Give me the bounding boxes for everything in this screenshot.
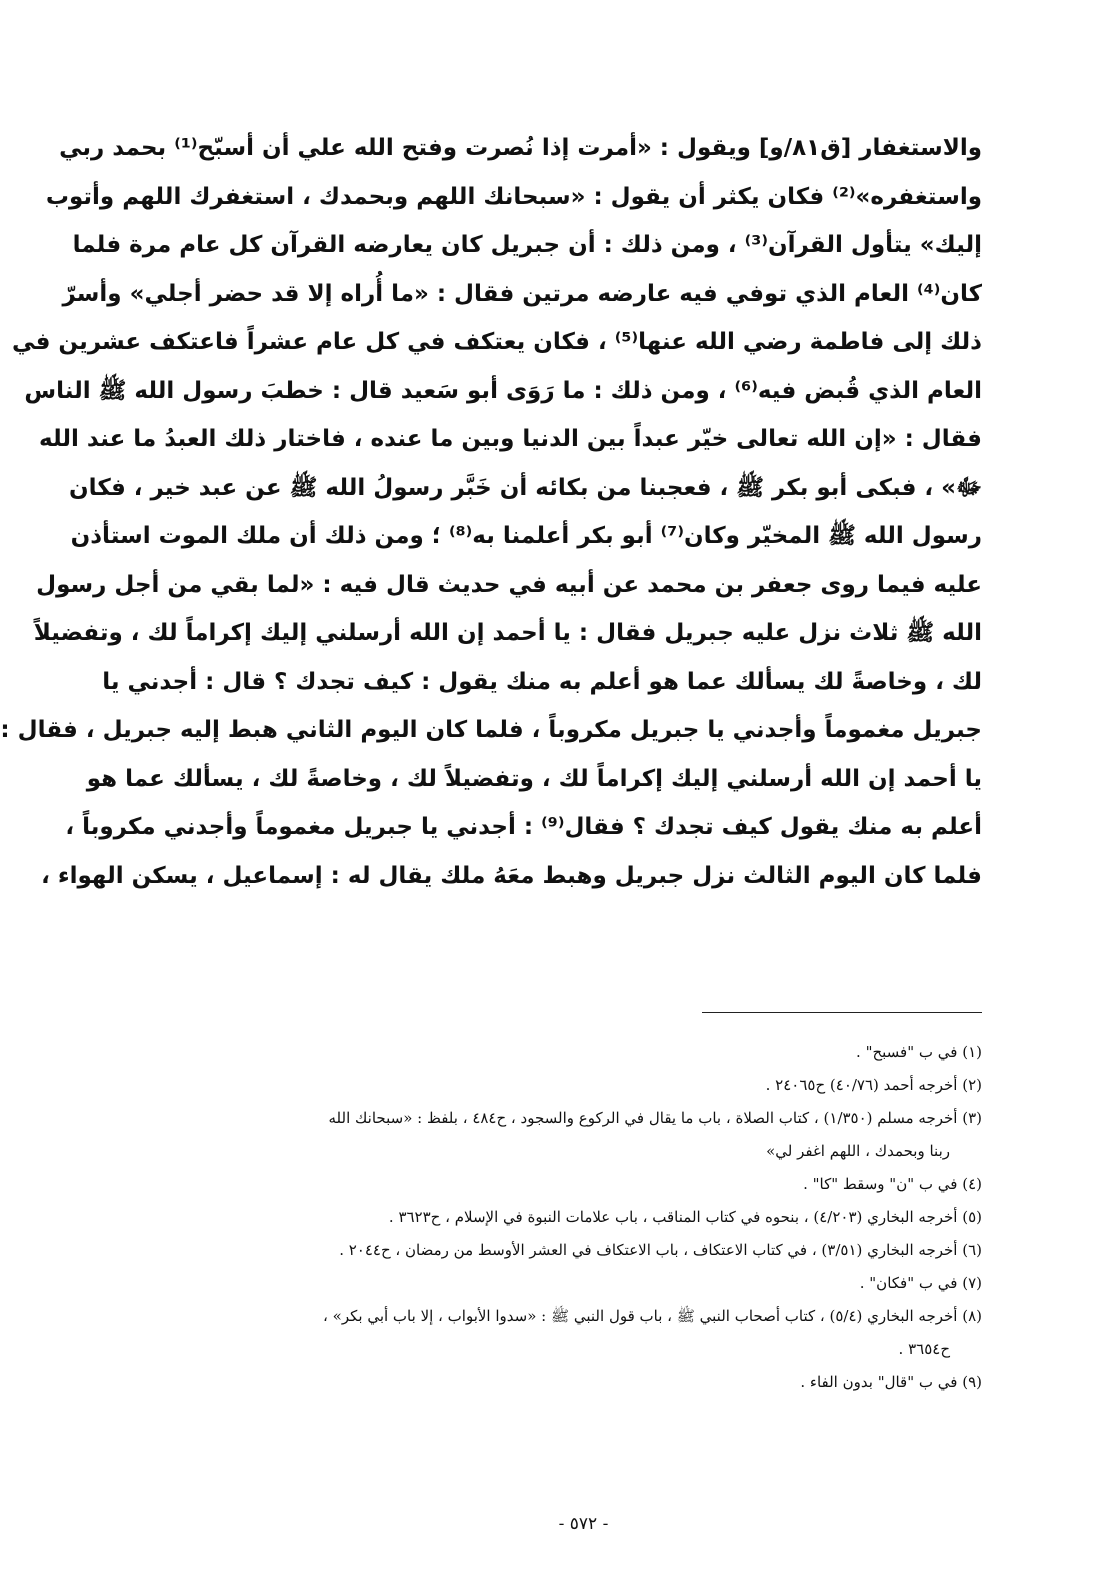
text-line: فلما كان اليوم الثالث نزل جبريل وهبط معَهُ ملك يقال له : إسماعيل ، يسكن الهواء ، — [41, 862, 982, 889]
footnote: (٨) أخرجه البخاري (٥/٤) ، كتاب أصحاب النبي ﷺ ، باب قول النبي ﷺ : «سدوا الأبواب ، إلا باب أبي بكر» ، — [323, 1307, 982, 1325]
footnote-separator — [702, 1012, 982, 1013]
text-line: رسول الله ﷺ المخيّر وكان⁽⁷⁾ أبو بكر أعلمنا به⁽⁸⁾ ؛ ومن ذلك أن ملك الموت استأذن — [70, 523, 982, 549]
text-line: إليك» يتأول القرآن⁽³⁾ ، ومن ذلك : أن جبريل كان يعارضه القرآن كل عام مرة فلما — [72, 232, 982, 258]
footnote-continuation: ح٣٦٥٤ . — [898, 1340, 950, 1358]
footnote: (٧) في ب "فكان" . — [859, 1274, 982, 1292]
text-line: ﷻ» ، فبكى أبو بكر ﷺ ، فعجبنا من بكائه أن خَبَّر رسولُ الله ﷺ عن عبد خير ، فكان — [69, 474, 982, 501]
footnote: (٥) أخرجه البخاري (٤/٢٠٣) ، بنحوه في كتاب المناقب ، باب علامات النبوة في الإسلام ، ح٣٦٢٣ . — [388, 1208, 982, 1226]
footnote: (٦) أخرجه البخاري (٣/٥١) ، في كتاب الاعتكاف ، باب الاعتكاف في العشر الأوسط من رمضان ، ح٢٠٤٤ . — [339, 1241, 982, 1259]
text-line: كان⁽⁴⁾ العام الذي توفي فيه عارضه مرتين فقال : «ما أُراه إلا قد حضر أجلي» وأسرّ — [62, 280, 982, 307]
footnote-continuation: ربنا وبحمدك ، اللهم اغفر لي» — [766, 1142, 950, 1160]
footnote: (١) في ب "فسبح" . — [856, 1043, 982, 1061]
text-line: لك ، وخاصةً لك يسألك عما هو أعلم به منك يقول : كيف تجدك ؟ قال : أجدني يا — [102, 668, 982, 695]
text-line: واستغفره»⁽²⁾ فكان يكثر أن يقول : «سبحانك اللهم وبحمدك ، استغفرك اللهم وأتوب — [45, 183, 982, 210]
text-line: العام الذي قُبض فيه⁽⁶⁾ ، ومن ذلك : ما رَوَى أبو سَعيد قال : خطبَ رسول الله ﷺ الناس — [24, 377, 982, 404]
footnote: (٣) أخرجه مسلم (١/٣٥٠) ، كتاب الصلاة ، باب ما يقال في الركوع والسجود ، ح٤٨٤ ، بلفظ : «سبحانك الله — [328, 1109, 982, 1127]
text-line: ذلك إلى فاطمة رضي الله عنها⁽⁵⁾ ، فكان يعتكف في كل عام عشراً فاعتكف عشرين في — [12, 329, 982, 355]
main-text-block — [0, 124, 982, 900]
text-line: جبريل مغموماً وأجدني يا جبريل مكروباً ، فلما كان اليوم الثاني هبط إليه جبريل ، فقال : — [0, 717, 982, 743]
text-line: يا أحمد إن الله أرسلني إليك إكراماً لك ، وتفضيلاً لك ، وخاصةً لك ، يسألك عما هو — [86, 765, 982, 792]
text-line: عليه فيما روى جعفر بن محمد عن أبيه في حديث قال فيه : «لما بقي من أجل رسول — [36, 571, 982, 598]
footnote: (٢) أخرجه أحمد (٤٠/٧٦) ح٢٤٠٦٥ . — [765, 1076, 982, 1094]
text-line: أعلم به منك يقول كيف تجدك ؟ فقال⁽⁹⁾ : أجدني يا جبريل مغموماً وأجدني مكروباً ، — [65, 814, 982, 840]
text-line: الله ﷺ ثلاث نزل عليه جبريل فقال : يا أحمد إن الله أرسلني إليك إكراماً لك ، وتفضيلاً — [33, 620, 982, 646]
footnote: (٤) في ب "ن" وسقط "كا" . — [803, 1175, 982, 1193]
text-line: والاستغفار [ق٨١/و] ويقول : «أمرت إذا نُصرت وفتح الله علي أن أسبّح⁽¹⁾ بحمد ربي — [59, 135, 982, 161]
page-number: - ٥٧٢ - — [558, 1514, 609, 1534]
text-line: فقال : «إن الله تعالى خيّر عبداً بين الدنيا وبين ما عنده ، فاختار ذلك العبدُ ما عند الله — [39, 426, 982, 452]
footnotes-block — [174, 1036, 982, 1399]
footnote: (٩) في ب "قال" بدون الفاء . — [800, 1373, 982, 1391]
